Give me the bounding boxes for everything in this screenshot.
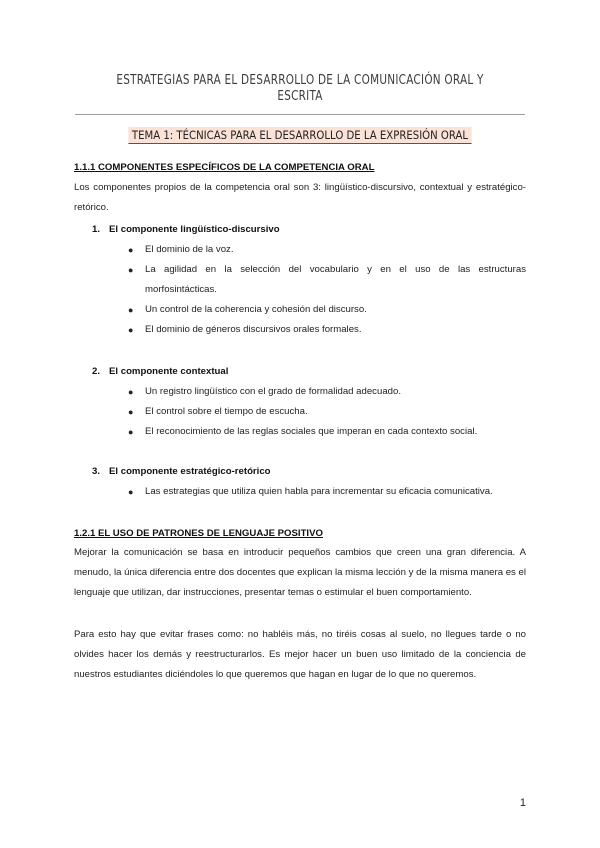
page-number: 1	[519, 797, 526, 809]
bullet-icon: ●	[128, 407, 134, 417]
paragraph: Mejorar la comunicación se basa en introducir pequeños cambios que creen una gran diferencia. A menudo, la única diferencia entre dos docentes que explican la misma lección y de la misma manera es el lenguaje que utilizan, dar instrucciones, presentar temas o estimular el buen comportamiento.	[74, 547, 526, 598]
bullet-text: La agilidad en la selección del vocabulario y en el uso de las estructuras morfosintácticas.	[145, 264, 526, 295]
component-number: 1.	[92, 224, 101, 235]
title-divider	[75, 114, 525, 115]
bullet-item	[128, 482, 526, 502]
bullet-text: Las estrategias que utiliza quien habla para incrementar su eficacia comunicativa.	[145, 486, 493, 497]
tema-heading: TEMA 1: TÉCNICAS PARA EL DESARROLLO DE LA EXPRESIÓN ORAL	[128, 127, 471, 144]
document-title: ESTRATEGIAS PARA EL DESARROLLO DE LA COMUNICACIÓN ORAL Y ESCRITA	[116, 72, 484, 104]
section-heading-components: 1.1.1 COMPONENTES ESPECÍFICOS DE LA COMPETENCIA ORAL	[74, 162, 375, 173]
component-title: El componente estratégico-retórico	[109, 466, 271, 477]
bullet-item	[128, 422, 526, 442]
bullet-icon: ●	[128, 305, 134, 315]
intro-paragraph: Los componentes propios de la competencia oral son 3: lingüístico-discursivo, contextual y estratégico-retórico.	[74, 182, 526, 213]
bullet-icon: ●	[128, 387, 134, 397]
component-title: El componente lingüístico-discursivo	[109, 224, 280, 235]
tema-heading-wrapper	[0, 126, 600, 144]
bullet-text: Un registro lingüístico con el grado de formalidad adecuado.	[145, 386, 401, 397]
bullet-text: El dominio de géneros discursivos orales formales.	[145, 324, 362, 335]
component-item	[92, 466, 271, 477]
bullet-item	[128, 320, 526, 340]
bullet-item	[128, 382, 526, 402]
component-item	[92, 224, 280, 235]
bullet-item	[128, 402, 526, 422]
component-number: 3.	[92, 466, 101, 477]
bullet-icon: ●	[128, 325, 134, 335]
section-heading-positive-language: 1.2.1 EL USO DE PATRONES DE LENGUAJE POSITIVO	[74, 528, 323, 539]
bullet-text: El reconocimiento de las reglas sociales que imperan en cada contexto social.	[145, 426, 478, 437]
bullet-icon: ●	[128, 265, 134, 275]
bullet-text: El control sobre el tiempo de escucha.	[145, 406, 308, 417]
bullet-item	[128, 240, 526, 260]
paragraph: Para esto hay que evitar frases como: no habléis más, no tiréis cosas al suelo, no llegues tarde o no olvides hacer los demás y reestructurarlos. Es mejor hacer un buen uso limitado de la conciencia de nuestros estudiantes diciéndoles lo que queremos que hagan en lugar de lo que no queremos.	[74, 629, 526, 680]
bullet-text: Un control de la coherencia y cohesión del discurso.	[145, 304, 367, 315]
bullet-icon: ●	[128, 427, 134, 437]
bullet-icon: ●	[128, 487, 134, 497]
component-title: El componente contextual	[109, 366, 229, 377]
bullet-item	[128, 300, 526, 320]
component-item	[92, 366, 228, 377]
bullet-icon: ●	[128, 245, 134, 255]
bullet-text: El dominio de la voz.	[145, 244, 234, 255]
bullet-item	[128, 260, 526, 300]
component-number: 2.	[92, 366, 101, 377]
